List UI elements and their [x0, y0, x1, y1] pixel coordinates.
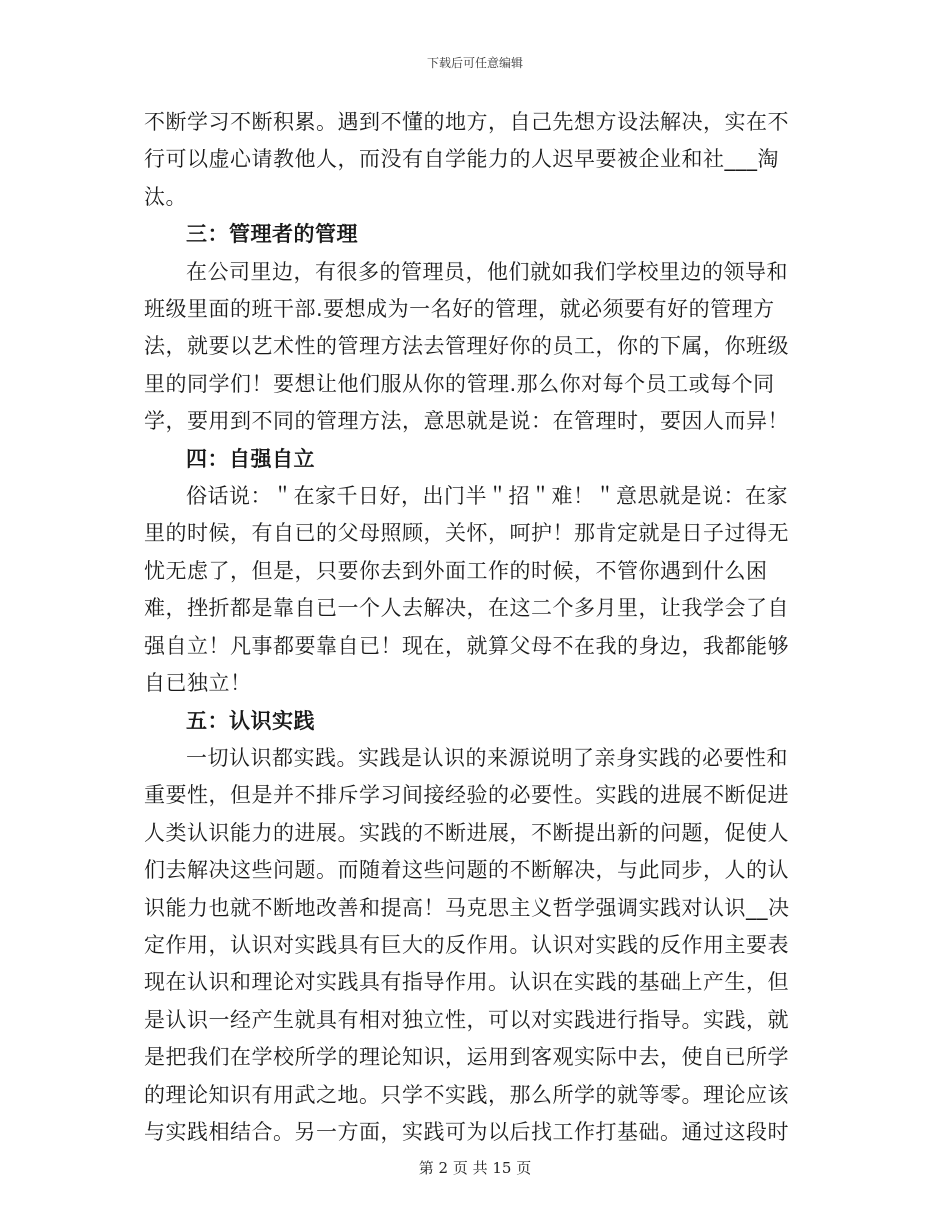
page-footer: 第 2 页 共 15 页 [418, 1159, 532, 1177]
section-heading-self-reliance: 四：自强自立 [186, 446, 315, 471]
paragraph-self-reliance: 俗话说：＂在家千日好，出门半＂招＂难！＂意思就是说：在家里的时候，有自已的父母照顾，关怀，呵护！那肯定就是日子过得无忧无虑了，但是，只要你去到外面工作的时候，不管你遇到什么困难，挫折都是靠自已一个人去解决，在这二个多月里，让我学会了自强自立！凡事都要靠自已！现在，就算父母不在我的身边，我都能够自已独立！ [144, 484, 789, 696]
section-heading-practice: 五：认识实践 [186, 708, 315, 733]
paragraph-management: 在公司里边，有很多的管理员，他们就如我们学校里边的领导和班级里面的班干部.要想成为一名好的管理，就必须要有好的管理方法，就要以艺术性的管理方法去管理好你的员工，你的下属，你班级里的同学们！要想让他们服从你的管理.那么你对每个员工或每个同学，要用到不同的管理方法，意思就是说：在管理时，要因人而异！ [144, 259, 789, 434]
section-heading-management: 三：管理者的管理 [186, 222, 358, 247]
paragraph-continuation: 不断学习不断积累。遇到不懂的地方，自己先想方设法解决，实在不行可以虚心请教他人，而没有自学能力的人迟早要被企业和社___淘汰。 [144, 110, 789, 209]
page-header: 下载后可任意编辑 [426, 56, 523, 70]
document-body [144, 104, 809, 1151]
paragraph-practice: 一切认识都实践。实践是认识的来源说明了亲身实践的必要性和重要性，但是并不排斥学习间接经验的必要性。实践的进展不断促进人类认识能力的进展。实践的不断进展，不断提出新的问题，促使人们去解决这些问题。而随着这些问题的不断解决，与此同步，人的认识能力也就不断地改善和提高！马克思主义哲学强调实践对认识__决定作用，认识对实践具有巨大的反作用。认识对实践的反作用主要表现在认识和理论对实践具有指导作用。认识在实践的基础上产生，但是认识一经产生就具有相对独立性，可以对实践进行指导。实践，就是把我们在学校所学的理论知识，运用到客观实际中去，使自已所学的理论知识有用武之地。只学不实践，那么所学的就等零。理论应该与实践相结合。另一方面，实践可为以后找工作打基础。通过这段时 [144, 745, 790, 1144]
